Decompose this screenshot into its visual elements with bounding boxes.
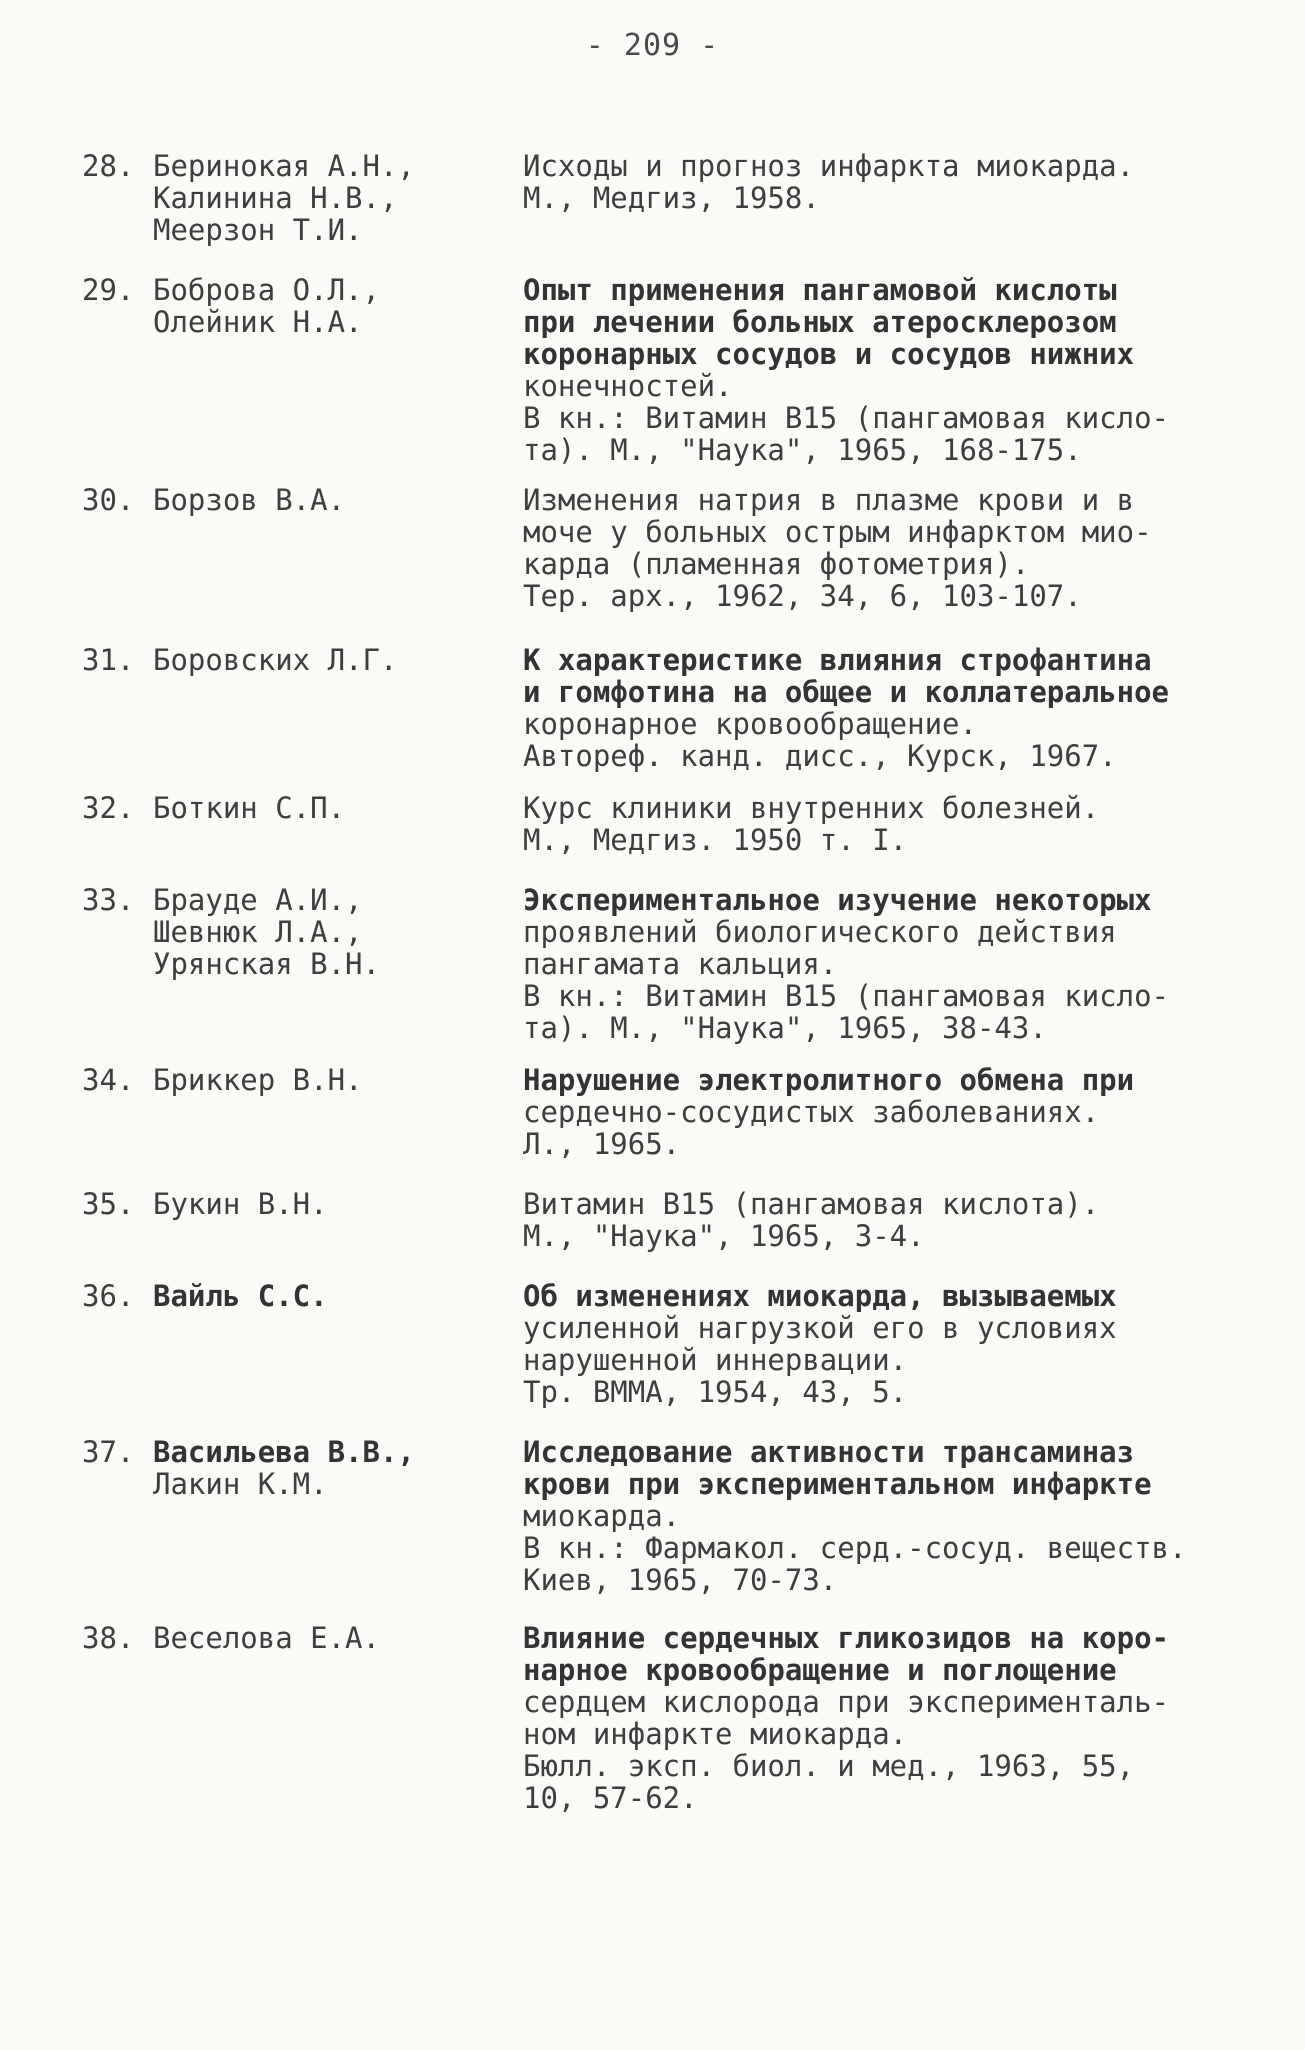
entry-reference xyxy=(523,1436,1243,1596)
author: Беринокая А.Н., xyxy=(153,149,415,183)
reference-line: усиленной нагрузкой его в условиях xyxy=(523,1311,1117,1345)
reference-line: Бюлл. эксп. биол. и мед., 1963, 55, xyxy=(523,1749,1135,1783)
reference-line: В кн.: Витамин В15 (пангамовая кисло- xyxy=(523,401,1170,435)
author: Калинина Н.В., xyxy=(153,181,398,215)
reference-line: Тр. ВММА, 1954, 43, 5. xyxy=(523,1375,908,1409)
reference-line: Исходы и прогноз инфаркта миокарда. xyxy=(523,149,1135,183)
entry-number: 32. xyxy=(82,791,135,825)
bibliography-entry xyxy=(0,484,1305,644)
reference-line: та). М., "Наука", 1965, 168-175. xyxy=(523,433,1082,467)
reference-line: М., "Наука", 1965, 3-4. xyxy=(523,1219,925,1253)
author: Васильева В.В., xyxy=(153,1435,415,1469)
reference-line: при лечении больных атеросклерозом xyxy=(523,305,1117,339)
author: Вайль С.С. xyxy=(153,1279,328,1313)
entry-authors xyxy=(153,644,397,676)
entry-number: 34. xyxy=(82,1063,135,1097)
entry-number: 28. xyxy=(82,149,135,183)
bibliography-entry xyxy=(0,1280,1305,1436)
reference-line: та). М., "Наука", 1965, 38-43. xyxy=(523,1011,1047,1045)
reference-line: коронарных сосудов и сосудов нижних xyxy=(523,337,1135,371)
author: Брауде А.И., xyxy=(153,883,363,917)
entry-number: 38. xyxy=(82,1621,135,1655)
entry-reference xyxy=(523,1064,1243,1160)
entry-reference xyxy=(523,1280,1243,1408)
entry-reference xyxy=(523,150,1243,214)
entry-number: 36. xyxy=(82,1279,135,1313)
entry-authors xyxy=(153,1280,328,1312)
entry-number: 29. xyxy=(82,273,135,307)
reference-line: В кн.: Фармакол. серд.-сосуд. веществ. xyxy=(523,1531,1187,1565)
entry-number: 35. xyxy=(82,1187,135,1221)
reference-line: конечностей. xyxy=(523,369,733,403)
reference-line: М., Медгиз, 1958. xyxy=(523,181,820,215)
reference-line: Экспериментальное изучение некоторых xyxy=(523,883,1152,917)
reference-line: моче у больных острым инфарктом мио- xyxy=(523,515,1152,549)
reference-line: сердечно-сосудистых заболеваниях. xyxy=(523,1095,1100,1129)
reference-line: Влияние сердечных гликозидов на коро- xyxy=(523,1621,1170,1655)
reference-line: Автореф. канд. дисс., Курск, 1967. xyxy=(523,739,1117,773)
author: Боровских Л.Г. xyxy=(153,643,398,677)
reference-line: нарушенной иннервации. xyxy=(523,1343,908,1377)
reference-line: миокарда. xyxy=(523,1499,681,1533)
entry-reference xyxy=(523,484,1243,612)
bibliography-entry xyxy=(0,1622,1305,1822)
reference-line: Л., 1965. xyxy=(523,1127,681,1161)
entry-number: 30. xyxy=(82,483,135,517)
reference-line: коронарное кровообращение. xyxy=(523,707,977,741)
entry-authors xyxy=(153,274,380,338)
bibliography-entry xyxy=(0,150,1305,274)
reference-line: В кн.: Витамин В15 (пангамовая кисло- xyxy=(523,979,1170,1013)
entry-number: 37. xyxy=(82,1435,135,1469)
author: Борзов В.А. xyxy=(153,483,346,517)
reference-line: Курс клиники внутренних болезней. xyxy=(523,791,1100,825)
author: Лакин К.М. xyxy=(153,1467,328,1501)
reference-line: ном инфаркте миокарда. xyxy=(523,1717,908,1751)
bibliography-entry xyxy=(0,274,1305,484)
bibliography-entry xyxy=(0,1188,1305,1280)
bibliography-entry xyxy=(0,792,1305,884)
bibliography-entry xyxy=(0,1064,1305,1188)
entry-authors xyxy=(153,884,380,980)
reference-line: Об изменениях миокарда, вызываемых xyxy=(523,1279,1117,1313)
entry-reference xyxy=(523,1188,1243,1252)
reference-line: нарное кровообращение и поглощение xyxy=(523,1653,1117,1687)
reference-line: Изменения натрия в плазме крови и в xyxy=(523,483,1135,517)
bibliography-entry xyxy=(0,644,1305,792)
entry-number: 33. xyxy=(82,883,135,917)
entry-reference xyxy=(523,792,1243,856)
bibliography-list xyxy=(0,150,1305,1822)
entry-authors xyxy=(153,1436,415,1500)
reference-line: Опыт применения пангамовой кислоты xyxy=(523,273,1117,307)
entry-authors xyxy=(153,1622,380,1654)
author: Олейник Н.А. xyxy=(153,305,363,339)
entry-reference xyxy=(523,1622,1243,1814)
reference-line: Исследование активности трансаминаз xyxy=(523,1435,1135,1469)
reference-line: Тер. арх., 1962, 34, 6, 103-107. xyxy=(523,579,1082,613)
reference-line: Киев, 1965, 70-73. xyxy=(523,1563,838,1597)
author: Боброва О.Л., xyxy=(153,273,380,307)
entry-authors xyxy=(153,150,415,246)
reference-line: сердцем кислорода при эксперименталь- xyxy=(523,1685,1170,1719)
author: Бриккер В.Н. xyxy=(153,1063,363,1097)
bibliography-entry xyxy=(0,884,1305,1064)
entry-authors xyxy=(153,484,345,516)
entry-number: 31. xyxy=(82,643,135,677)
entry-authors xyxy=(153,1064,363,1096)
reference-line: Нарушение электролитного обмена при xyxy=(523,1063,1135,1097)
author: Веселова Е.А. xyxy=(153,1621,380,1655)
author: Букин В.Н. xyxy=(153,1187,328,1221)
reference-line: карда (пламенная фотометрия). xyxy=(523,547,1030,581)
entry-reference xyxy=(523,274,1243,466)
author: Меерзон Т.И. xyxy=(153,213,363,247)
bibliography-entry xyxy=(0,1436,1305,1622)
entry-authors xyxy=(153,792,345,824)
reference-line: К характеристике влияния строфантина xyxy=(523,643,1152,677)
reference-line: и гомфотина на общее и коллатеральное xyxy=(523,675,1170,709)
reference-line: крови при экспериментальном инфаркте xyxy=(523,1467,1152,1501)
entry-reference xyxy=(523,644,1243,772)
entry-authors xyxy=(153,1188,328,1220)
author: Боткин С.П. xyxy=(153,791,346,825)
reference-line: пангамата кальция. xyxy=(523,947,838,981)
reference-line: проявлений биологического действия xyxy=(523,915,1117,949)
page-number: - 209 - xyxy=(585,28,720,63)
author: Шевнюк Л.А., xyxy=(153,915,363,949)
reference-line: Витамин В15 (пангамовая кислота). xyxy=(523,1187,1100,1221)
reference-line: М., Медгиз. 1950 т. I. xyxy=(523,823,908,857)
entry-reference xyxy=(523,884,1243,1044)
reference-line: 10, 57-62. xyxy=(523,1781,698,1815)
author: Урянская В.Н. xyxy=(153,947,380,981)
